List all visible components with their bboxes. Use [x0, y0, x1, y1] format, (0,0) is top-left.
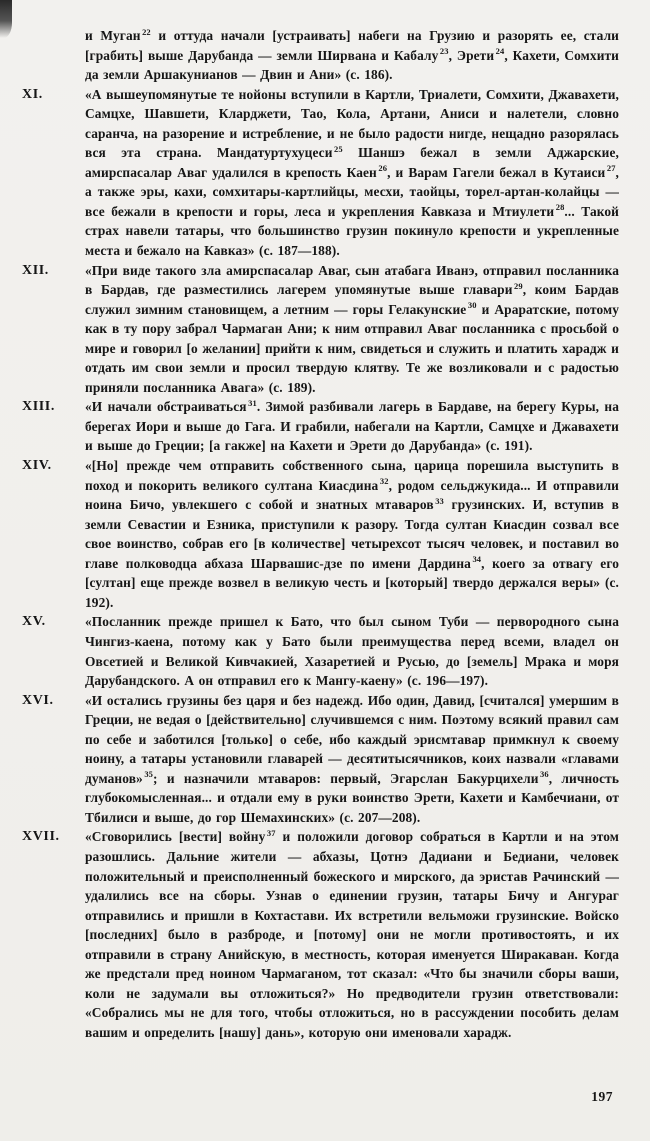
footnote-ref: 26 [378, 163, 388, 174]
footnote-ref: 33 [435, 495, 444, 506]
paragraph [22, 612, 619, 690]
footnote-ref: 28 [555, 202, 565, 213]
footnote-ref: 22 [142, 26, 151, 37]
paragraph-text: и Муган $^{22}$ и оттуда начали [устраивать] набеги на Грузию и разорять ее, стали [грабить] выше Дарубанда — земли Ширвана и Кабалу $^{23}$, Эрети $^{24}$, Кахети, Сомхити да земли Аршакунианов — Двин и Ани» (с. 186). [85, 26, 620, 83]
footnote-ref: 24 [495, 46, 505, 57]
paragraph-numeral: XIII. [22, 399, 55, 415]
page-number: 197 [591, 1089, 613, 1104]
footnote-ref: 25 [334, 143, 343, 154]
footnote-ref: 36 [540, 769, 549, 780]
paragraph [22, 691, 619, 828]
paragraph-numeral: XV. [22, 614, 46, 630]
paragraph-numeral: XII. [22, 262, 49, 278]
paragraph-text: «При виде такого зла амирспасалар Аваг, сын атабага Иванэ, отправил посланника в Бардав, где разместились лагерем упомянутые выше главари $^{29}$, коим Бардав служил зимним становищем, а летним — горы Гелакунские $^{30}$ и Араратские, потому как в ту пору забрал Чармаган Ани; к ним отправил Аваг посланника с просьбой о мире и говорил [о желании] прийти к ним, свидеться и служить и платить харадж и отдать им свои земли и просил твердую клятву. Те же возликовали и с радостью приняли посланника Авага» (с. 189). [85, 262, 619, 395]
footnote-ref: 29 [514, 280, 523, 291]
paragraph-text: «А вышеупомянутые те нойоны вступили в Картли, Триалети, Сомхити, Джавахети, Самцхе, Шавшети, Кларджети, Тао, Кола, Артани, Аниси и налетели, словно саранча, на разорение и истребление, и не было радости нигде, нещадно разорялась вся эта страна. Мандатуртухуцеси $^{25}$ Шаншэ бежал в земли Аджарские, амирспасалар Аваг удалился в крепость Каен $^{26}$, и Варам Гагели бежал в Кутаиси $^{27}$, а также эры, кахи, сомхитары-картлийцы, месхи, таойцы, торел-артан-колайцы — все бежали в крепости и горы, леса и укрепления Кавказа и Мтиулети $^{28}$... Такой страх навели татары, что большинство грузин покинуло крепости и укрепленные места и бежало на Кавказ» (с. 187—188). [85, 86, 619, 259]
footnote-ref: 32 [379, 476, 389, 487]
footnote-ref: 34 [472, 554, 482, 565]
paragraph-text: «[Но] прежде чем отправить собственного сына, царица порешила выступить в поход и покорить великого султана Киасдина $^{32}$, родом сельджукида... И отправили ноина Бичо, увлекшего с собой и знатных мтаваров $^{33}$ грузинских. И, вступив в земли Севастии и Езника, приступили к разору. Тогда султан Киасдин созвал все свое воинство, собрав его [в количестве] четырехсот тысяч человек, и поставил во главе полководца абхаза Шарвашис-дзе по имени Дардина $^{34}$, коего за отвагу его [султан] еще прежде возвел в великую честь и [который] твердо держался веры» (с. 192). [85, 458, 620, 610]
footnote-ref: 23 [439, 46, 449, 57]
paragraph [22, 397, 619, 456]
scan-edge-artifact [0, 0, 12, 38]
page-text-body [22, 26, 619, 1042]
paragraph [22, 85, 619, 261]
paragraph-text: «И остались грузины без царя и без надежд. Ибо один, Давид, [считался] умершим в Греции, не ведая о [действительно] случившемся с ним. Поэтому всякий правил сам по себе и заботился [только] о себе, ибо каждый эрисмтавар примкнул к своему ноину, а татары установили главарей — десятитысячников, коих назвали «главами думанов» $^{35}$; и назначили мтаваров: первый, Эгарслан Бакурцихели $^{36}$, личность глубокомысленная... и отдали ему в руки воинство Эрети, Кахети и Камбечиани, от Тбилиси и выше, до гор Шемахинских» (с. 207—208). [85, 692, 620, 825]
paragraph [22, 26, 619, 85]
footnote-ref: 35 [144, 769, 154, 780]
footnote-ref: 31 [248, 397, 257, 408]
paragraph [22, 827, 619, 1042]
paragraph [22, 456, 619, 612]
paragraph-numeral: XVII. [22, 829, 60, 845]
footnote-ref: 37 [266, 827, 276, 838]
paragraph-numeral: XI. [22, 86, 43, 102]
paragraph-text: «И начали обстраиваться $^{31}$. Зимой разбивали лагерь в Бардаве, на берегу Куры, на берегах Иори и выше до Гага. И грабили, набегали на Картли, Самцхе и Джавахети и выше до Греции; [а гакже] на Кахети и Эрети до Дарубанда» (с. 191). [85, 397, 620, 454]
paragraph-text: «Сговорились [вести] войну $^{37}$ и положили договор собраться в Картли и на этом разошлись. Дальние жители — абхазы, Цотнэ Дадиани и Бедиани, человек положительный и преисполненный божеского и мирского, да эристав Рачинский — удалились все на сборы. Узнав о единении грузин, татары Бичу и Ангураг отправились и пришли в Кохтастави. Их встретили вельможи грузинские. Войско [последних] было в разброде, и [потому] они не могли противостоять, и их отправили в страну Анийскую, в местность, которая именуется Ширакаван. Когда же предстали пред ноином Чармаганом, тот сказал: «Что бы значили сборы ваши, коли не задумали вы отложиться?» Но предводители грузин ответствовали: «Собрались мы не для того, чтобы отложиться, но в рассуждении пособить делам вашим и определить [нашу] дань», которую они именовали харадж. [85, 827, 619, 1040]
paragraph-numeral: XIV. [22, 458, 52, 474]
paragraph [22, 261, 619, 398]
footnote-ref: 30 [467, 300, 477, 311]
footnote-ref: 27 [606, 163, 616, 174]
paragraph-text: «Посланник прежде пришел к Бато, что был сыном Туби — первородного сына Чингиз-каена, потому как у Бато были преимущества перед всеми, владел он Овсетией и Великой Кивчакией, Хазаретией и Русью, до [земель] Мрака и моря Дарубандского. А он отправил его к Мангу-каену» (с. 196—197). [85, 614, 619, 689]
paragraph-numeral: XVI. [22, 692, 54, 708]
